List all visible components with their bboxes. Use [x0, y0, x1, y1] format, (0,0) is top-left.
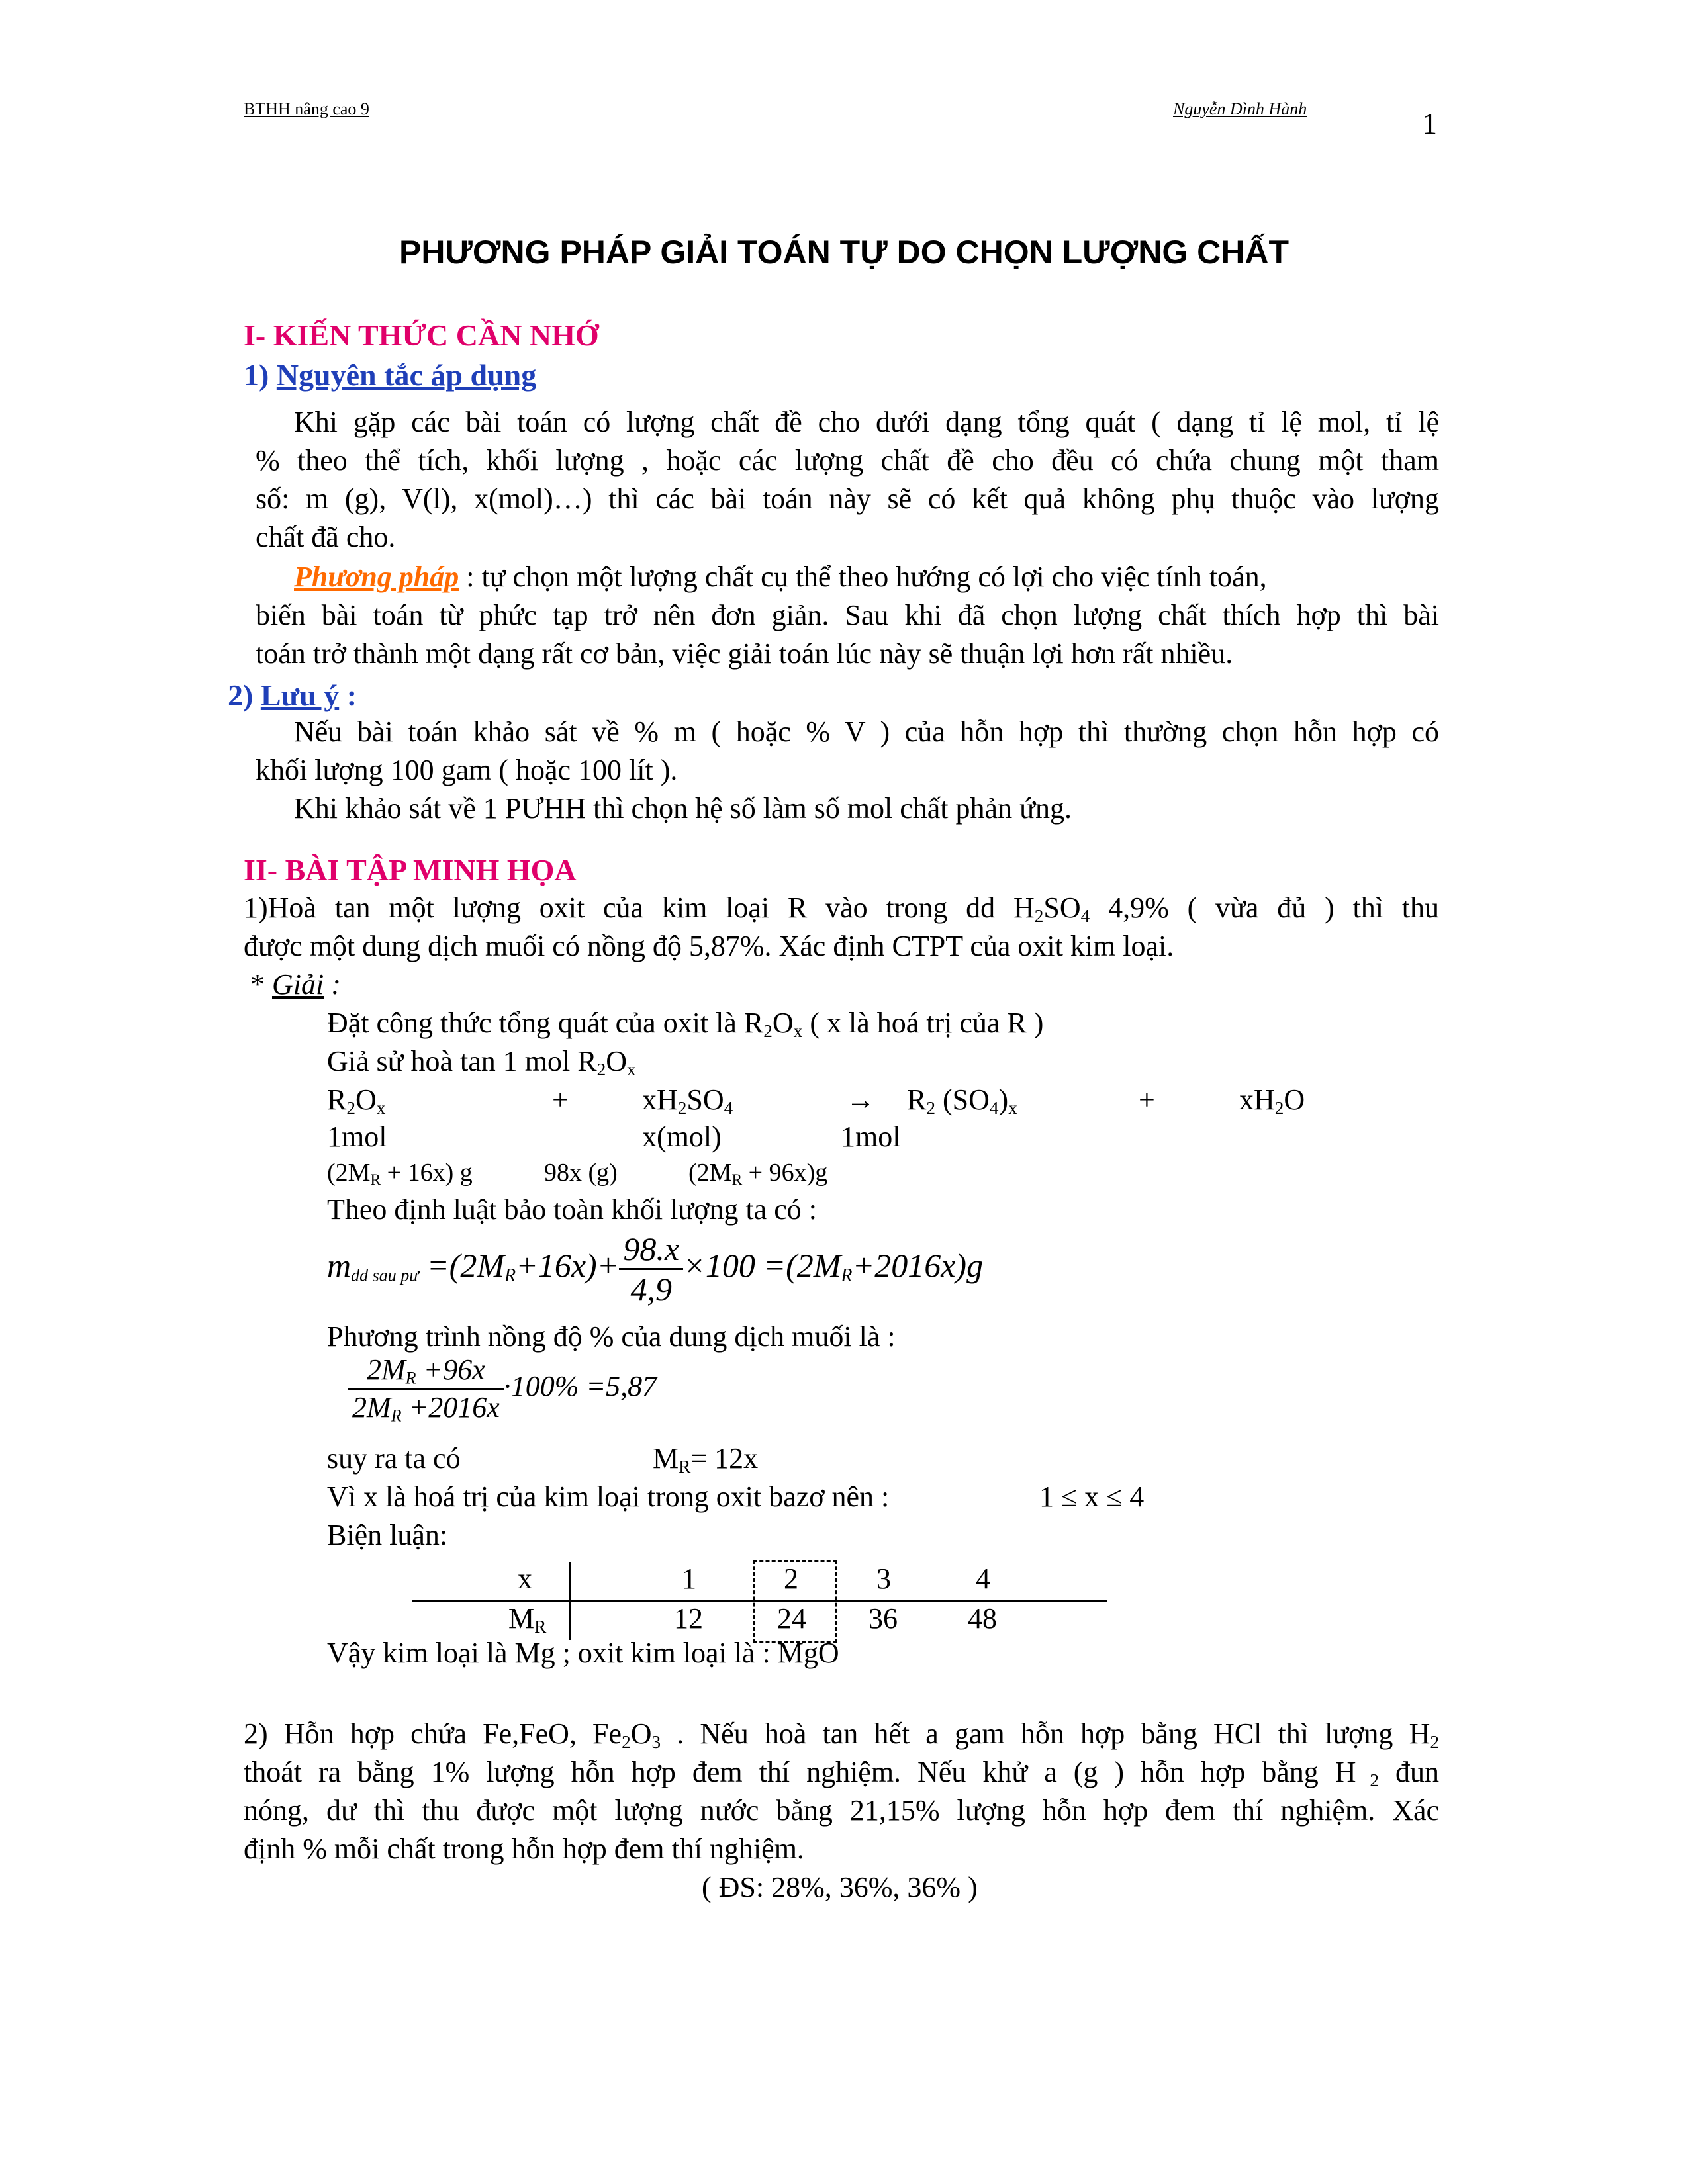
f1-tail: ×100 =(2M	[683, 1246, 841, 1284]
mr-result: $M_R= 12x$	[653, 1442, 759, 1477]
f2-den: $2M_R +2016x$	[352, 1390, 500, 1425]
subheading-1-num: 1)	[244, 358, 269, 392]
page-number: 1	[1422, 107, 1437, 140]
row2-b: x(mol)	[642, 1120, 722, 1153]
note-line-3: Khi khảo sát về 1 PƯHH thì chọn hệ số làm số mol chất phản ứng.	[294, 792, 1072, 825]
table-vline	[569, 1562, 571, 1640]
range: 1 ≤ x ≤ 4	[1039, 1480, 1145, 1513]
mr-a: M	[653, 1442, 679, 1475]
eq-reactant-oxide: $R_2O_x$	[327, 1083, 386, 1118]
row3-c1: (2M	[688, 1159, 732, 1187]
s1c: ( x là hoá trị của R )	[802, 1007, 1044, 1039]
p1-line-1: Khi gặp các bài toán có lượng chất đề cho dưới dạng tổng quát ( dạng tỉ lệ mol, tỉ lệ	[294, 406, 1439, 438]
p1-line-3: số: m (g), V(l), x(mol)…) thì các bài toán này sẽ có kết quả không phụ thuộc vào lượng	[256, 482, 1439, 515]
q2-l1a: 2) Hỗn hợp chứa Fe,FeO, Fe	[244, 1717, 622, 1750]
header-left: BTHH nâng cao 9	[244, 99, 369, 118]
eq-a1: xH	[642, 1083, 678, 1116]
method-line	[294, 560, 1267, 594]
solve-line-1: Đặt công thức tổng quát của oxit là $R_2O_x$ ( x là hoá trị của R )	[327, 1007, 1044, 1041]
q1-line-1: 1)Hoà tan một lượng oxit của kim loại R vào trong dd $H_2SO_4$ 4,9% ( vừa đủ ) thì thu	[244, 891, 1439, 926]
s1b: O	[772, 1007, 794, 1039]
f1-num: 98.x	[619, 1230, 683, 1270]
row3-a2: + 16x) g	[381, 1159, 473, 1187]
discussion-table	[412, 1562, 1107, 1641]
conc-line: Phương trình nồng độ % của dung dịch muối là :	[327, 1320, 896, 1353]
q1-l1b: SO	[1043, 891, 1081, 924]
f2-den-a: 2M	[352, 1390, 391, 1424]
p1-line-4: chất đã cho.	[256, 521, 396, 553]
f2-num: $2M_R +96x$	[348, 1353, 504, 1390]
row3-a1: (2M	[327, 1159, 371, 1187]
f1-m: m	[327, 1246, 352, 1284]
table-header-x: x	[518, 1563, 532, 1595]
f1-end: +2016x)g	[852, 1246, 984, 1284]
subheading-1	[244, 357, 536, 392]
q1-l1a: 1)Hoà tan một lượng oxit của kim loại R vào trong dd H	[244, 891, 1035, 924]
f1-den: 4,9	[630, 1271, 672, 1308]
mr-b: = 12x	[690, 1442, 759, 1475]
q2-answer: ( ĐS: 28%, 36%, 36% )	[702, 1871, 978, 1903]
eq-r2: O	[355, 1083, 377, 1116]
f2-num-a: 2M	[367, 1353, 406, 1386]
s1a: Đặt công thức tổng quát của oxit là R	[327, 1007, 764, 1039]
subheading-2-label: Lưu ý	[260, 678, 340, 712]
q2-l1b: O	[630, 1717, 652, 1750]
subheading-2-colon: :	[339, 678, 357, 712]
because-line: Vì x là hoá trị của kim loại trong oxit bazơ nên :	[327, 1480, 890, 1513]
table-cell-m1: 12	[674, 1602, 703, 1635]
suy-line: suy ra ta có	[327, 1442, 461, 1475]
f1-sub: dd sau pư	[351, 1265, 419, 1285]
eq-w1: xH	[1239, 1083, 1275, 1116]
row2-a: 1mol	[327, 1120, 387, 1153]
q1-line-2: được một dung dịch muối có nồng độ 5,87%. Xác định CTPT của oxit kim loại.	[244, 930, 1174, 962]
note-line-1: Nếu bài toán khảo sát về % m ( hoặc % V ) của hỗn hợp thì thường chọn hỗn hợp có	[294, 715, 1439, 748]
header-right: Nguyễn Đình Hành	[1173, 99, 1307, 118]
q1-l1c: 4,9% ( vừa đủ ) thì thu	[1090, 891, 1439, 924]
table-cell-x1: 1	[682, 1563, 696, 1595]
eq-plus-2: +	[1139, 1083, 1155, 1116]
table-header-m: M	[508, 1602, 535, 1635]
formula-mass: $m_{dd sau pư} =(2M_R+16x)+$ $\frac{98.x}{4,9}$ $\times 100 =(2M_R+2016x)g$	[327, 1230, 984, 1308]
solve-word: Giải	[272, 968, 324, 1001]
discuss-line: Biện luận:	[327, 1519, 448, 1551]
row3-c2: + 96x)g	[742, 1159, 828, 1187]
subheading-2-num: 2)	[228, 678, 254, 712]
row3-b: 98x (g)	[544, 1159, 618, 1187]
solve-label	[250, 968, 341, 1001]
eq-salt: $R_2$ $(SO_4)_x$	[907, 1083, 1017, 1118]
law-line: Theo định luật bảo toàn khối lượng ta có :	[327, 1193, 817, 1226]
conclusion: Vậy kim loại là Mg ; oxit kim loại là : MgO	[327, 1637, 839, 1669]
formula-concentration	[348, 1353, 657, 1426]
q2-l2b: đun	[1379, 1756, 1440, 1788]
s2b: O	[606, 1045, 628, 1077]
p2-line-2: toán trở thành một dạng rất cơ bản, việc giải toán lúc này sẽ thuận lợi hơn rất nhiều.	[256, 637, 1233, 670]
q2-l1c: . Nếu hoà tan hết a gam hỗn hợp bằng HCl thì lượng H	[661, 1717, 1430, 1750]
f1-eq: =(2M	[426, 1246, 504, 1284]
f2-den-b: +2016x	[401, 1390, 500, 1424]
q2-l2a: thoát ra bằng 1% lượng hỗn hợp đem thí nghiệm. Nếu khử a (g ) hỗn hợp bằng H	[244, 1756, 1356, 1788]
q2-line-1: 2) Hỗn hợp chứa Fe,FeO, $Fe_2O_3$ . Nếu hoà tan hết a gam hỗn hợp bằng HCl thì lượng $H_2$	[244, 1717, 1439, 1752]
row3-a: $(2M_R + 16x)$ g	[327, 1159, 473, 1189]
q2-line-3: nóng, dư thì thu được một lượng nước bằng 21,15% lượng hỗn hợp đem thí nghiệm. Xác	[244, 1794, 1439, 1827]
solve-star: *	[250, 968, 272, 1001]
table-cell-x2: 2	[784, 1563, 798, 1595]
row3-c: $(2M_R + 96x)g$	[688, 1159, 828, 1189]
p1-line-2: % theo thể tích, khối lượng , hoặc các lượng chất đề cho đều có chứa chung một tham	[256, 444, 1439, 477]
table-cell-m3: 36	[868, 1602, 898, 1635]
table-cell-m2: 24	[777, 1602, 806, 1635]
s2a: Giả sử hoà tan 1 mol R	[327, 1045, 597, 1077]
row2-c: 1mol	[841, 1120, 901, 1153]
note-line-2: khối lượng 100 gam ( hoặc 100 lít ).	[256, 754, 678, 786]
table-cell-m4: 48	[968, 1602, 997, 1635]
eq-r1: R	[327, 1083, 347, 1116]
eq-water: $xH_2O$	[1239, 1083, 1305, 1118]
eq-p1: R	[907, 1083, 927, 1116]
eq-w2: O	[1284, 1083, 1305, 1116]
method-rest: : tự chọn một lượng chất cụ thể theo hướng có lợi cho việc tính toán,	[459, 561, 1267, 593]
eq-p2: (SO	[935, 1083, 990, 1116]
eq-plus-1: +	[552, 1083, 569, 1116]
f1-fraction	[619, 1230, 683, 1308]
eq-a2: SO	[686, 1083, 724, 1116]
f1-mid: +16x)+	[516, 1246, 620, 1284]
subheading-2	[228, 678, 357, 713]
section-2-heading: II- BÀI TẬP MINH HỌA	[244, 853, 577, 887]
f2-tail: ·100% =5,87	[503, 1370, 657, 1403]
page-title: PHƯƠNG PHÁP GIẢI TOÁN TỰ DO CHỌN LƯỢNG CHẤT	[399, 234, 1289, 271]
method-label: Phương pháp	[294, 561, 459, 593]
eq-acid: $xH_2SO_4$	[642, 1083, 733, 1118]
table-header-mr: $M_R$	[508, 1602, 547, 1637]
p2-line-1: biến bài toán từ phức tạp trở nên đơn giản. Sau khi đã chọn lượng chất thích hợp thì bài	[256, 599, 1439, 631]
solve-line-2: Giả sử hoà tan 1 mol $R_2O_x$	[327, 1045, 636, 1079]
q2-line-2: thoát ra bằng 1% lượng hỗn hợp đem thí nghiệm. Nếu khử a (g ) hỗn hợp bằng H $_2$ đun	[244, 1756, 1440, 1790]
table-cell-x4: 4	[976, 1563, 990, 1595]
eq-arrow: →	[846, 1083, 875, 1116]
q2-line-4: định % mỗi chất trong hỗn hợp đem thí nghiệm.	[244, 1833, 804, 1865]
table-cell-x3: 3	[876, 1563, 891, 1595]
section-1-heading: I- KIẾN THỨC CẦN NHỚ	[244, 318, 599, 352]
subheading-1-label: Nguyên tắc áp dụng	[276, 358, 537, 392]
eq-p3: )	[998, 1083, 1009, 1116]
f2-fraction	[348, 1353, 504, 1426]
f2-num-b: +96x	[416, 1353, 485, 1386]
solve-colon: :	[324, 968, 341, 1001]
